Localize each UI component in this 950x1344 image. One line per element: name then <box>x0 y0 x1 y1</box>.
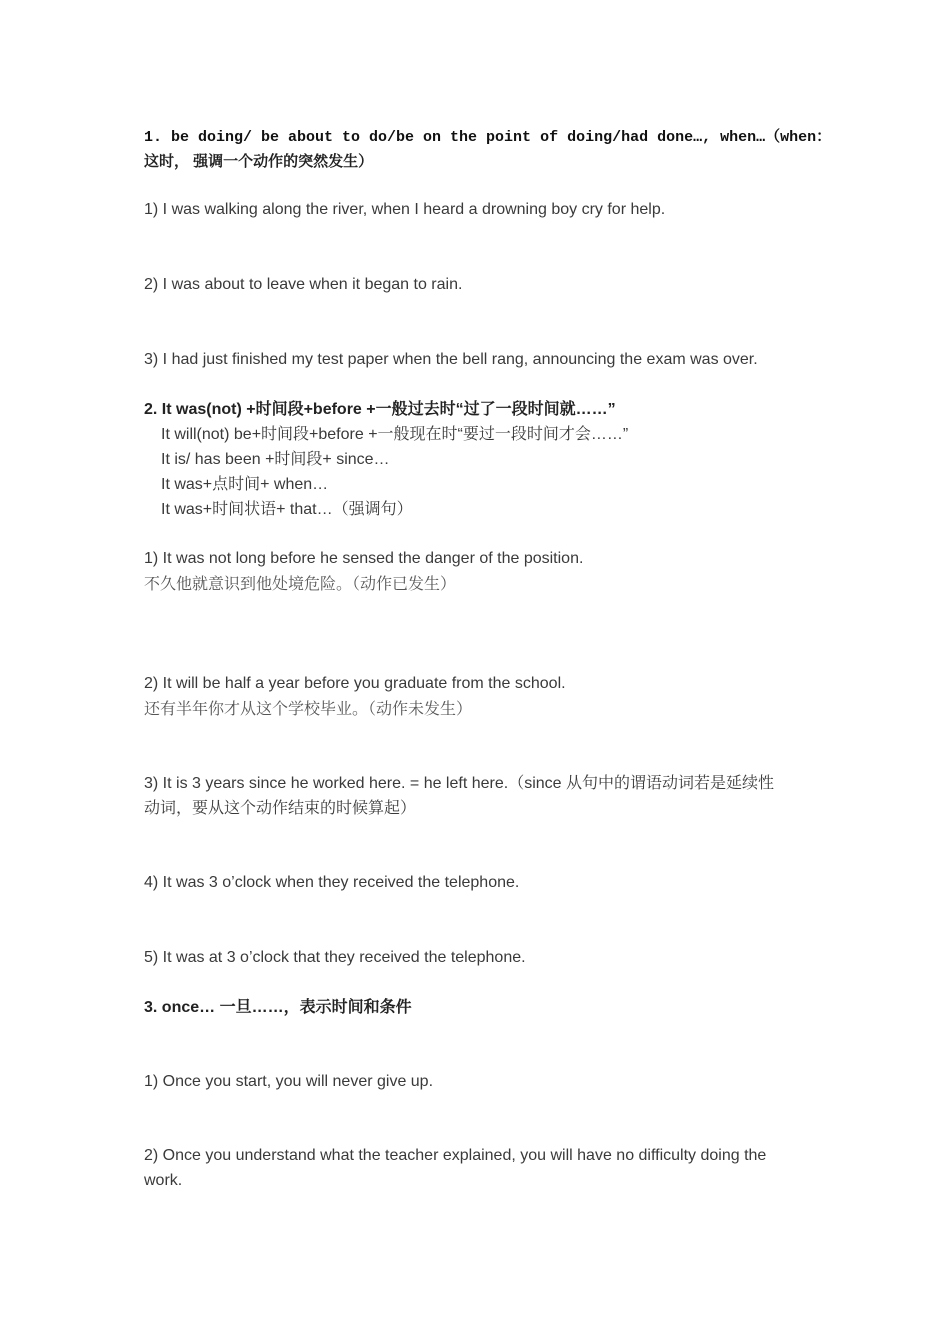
s3-example-1: 1) Once you start, you will never give up. <box>144 1073 434 1090</box>
s2-example-4: 4) It was 3 o’clock when they received the telephone. <box>144 874 520 891</box>
s2-example-3: 3) It is 3 years since he worked here. = he left here.（since 从句中的谓语动词若是延续性 <box>144 775 774 792</box>
s1-example-3: 3) I had just finished my test paper when the bell rang, announcing the exam was over. <box>144 351 758 368</box>
s1-example-1: 1) I was walking along the river, when I heard a drowning boy cry for help. <box>144 201 666 218</box>
s2-pattern-3: It was+点时间+ when… <box>161 476 329 493</box>
section-1-heading: 1. be doing/ be about to do/be on the point of doing/had done…, when…（when： <box>144 129 832 146</box>
s3-example-2: 2) Once you understand what the teacher explained, you will have no difficulty doing the <box>144 1147 767 1164</box>
s2-example-1: 1) It was not long before he sensed the danger of the position. <box>144 550 584 567</box>
section-2-heading: 2. It was(not) +时间段+before +一般过去时“过了一段时间就……” <box>144 401 616 418</box>
s3-example-2-cont: work. <box>144 1172 183 1189</box>
section-3-heading: 3. once… 一旦……，表示时间和条件 <box>144 999 412 1016</box>
section-1-heading-cont: 这时， 强调一个动作的突然发生） <box>144 153 374 170</box>
s2-example-2-translation: 还有半年你才从这个学校毕业。（动作未发生） <box>144 701 473 718</box>
s2-pattern-4: It was+时间状语+ that…（强调句） <box>161 501 413 518</box>
s2-example-3-cont: 动词，要从这个动作结束的时候算起） <box>144 800 417 817</box>
s2-example-2: 2) It will be half a year before you graduate from the school. <box>144 675 566 692</box>
s2-pattern-2: It is/ has been +时间段+ since… <box>161 451 390 468</box>
s2-pattern-1: It will(not) be+时间段+before +一般现在时“要过一段时间才会……” <box>161 426 629 443</box>
s2-example-5: 5) It was at 3 o’clock that they received the telephone. <box>144 949 526 966</box>
s2-example-1-translation: 不久他就意识到他处境危险。（动作已发生） <box>144 576 457 593</box>
s1-example-2: 2) I was about to leave when it began to rain. <box>144 276 463 293</box>
